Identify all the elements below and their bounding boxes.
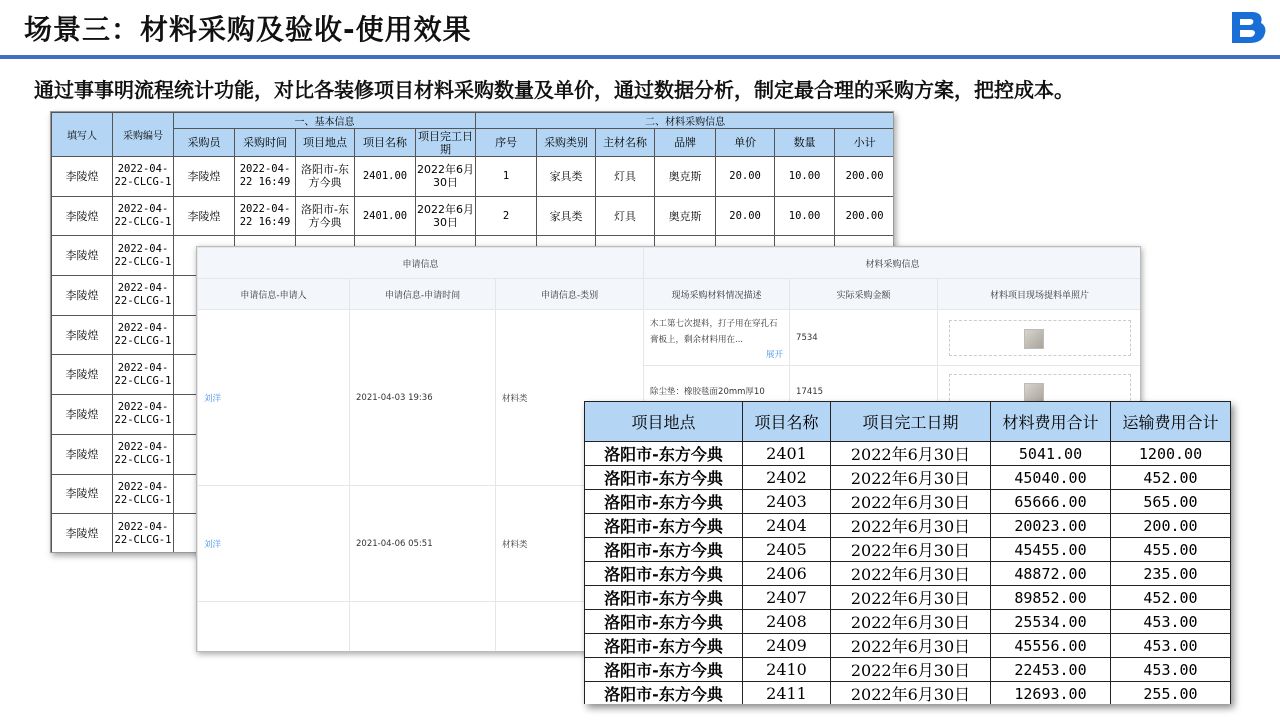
col-time: 采购时间	[235, 129, 296, 157]
group-basic-info: 一、基本信息	[174, 113, 476, 129]
cell-subtotal: 200.00	[835, 157, 894, 197]
cell-buyer: 李陵煌	[174, 196, 235, 236]
photo-thumbnail[interactable]	[1024, 329, 1044, 349]
table-row	[585, 610, 1231, 634]
cell-filler: 李陵煌	[52, 157, 113, 197]
cell-shipping: 452.00	[1111, 466, 1231, 490]
cell-code: 2022-04-22-CLCG-1	[113, 196, 174, 236]
cost-summary-table	[584, 401, 1231, 704]
applicant-link[interactable]: 刘洋	[204, 393, 222, 404]
cell-code: 2022-04-22-CLCG-1	[113, 474, 174, 514]
cell-filler: 李陵煌	[52, 236, 113, 276]
cell-filler: 李陵煌	[52, 474, 113, 514]
cell-buyer: 李陵煌	[174, 157, 235, 197]
table-row	[52, 157, 895, 197]
apply-type-cell: 材料类	[496, 310, 644, 486]
cell-project: 2411	[743, 682, 831, 705]
cell-unit-price: 20.00	[716, 157, 775, 197]
cell-site: 洛阳市-东方今典	[585, 490, 743, 514]
cell-deadline: 2022年6月30日	[416, 157, 476, 197]
cell-material: 5041.00	[991, 442, 1111, 466]
cell-shipping: 453.00	[1111, 610, 1231, 634]
brand-b-logo-icon	[1226, 8, 1268, 46]
cell-site: 洛阳市-东方今典	[585, 658, 743, 682]
slide-subtitle: 通过事事明流程统计功能，对比各装修项目材料采购数量及单价，通过数据分析，制定最合理的采购方案，把控成本。	[34, 78, 1074, 102]
cell-code: 2022-04-22-CLCG-1	[113, 514, 174, 553]
amount-cell: 17415	[790, 366, 938, 418]
cell-project: 2409	[743, 634, 831, 658]
table-row	[585, 682, 1231, 705]
group-material-purchase: 材料采购信息	[644, 248, 1141, 279]
col-apply-type: 申请信息-类别	[496, 279, 644, 310]
cell-site: 洛阳市-东方今典	[585, 634, 743, 658]
cell-material: 89852.00	[991, 586, 1111, 610]
cell-shipping: 1200.00	[1111, 442, 1231, 466]
description-text: 除尘垫：橡胶毯面20mm厚10	[650, 386, 765, 397]
cell-shipping: 452.00	[1111, 586, 1231, 610]
cell-seq: 1	[476, 157, 537, 197]
cell-project: 2401.00	[355, 196, 416, 236]
table-row	[585, 586, 1231, 610]
slide-title: 场景三：材料采购及验收-使用效果	[24, 13, 472, 46]
cell-site: 洛阳市-东方今典	[296, 196, 355, 236]
table-row	[585, 562, 1231, 586]
col-shipping-total: 运输费用合计	[1111, 402, 1231, 442]
cell-deadline: 2022年6月30日	[831, 586, 991, 610]
cell-filler: 李陵煌	[52, 315, 113, 355]
col-project: 项目名称	[355, 129, 416, 157]
col-brand: 品牌	[655, 129, 716, 157]
cell-code: 2022-04-22-CLCG-1	[113, 355, 174, 395]
col-seq: 序号	[476, 129, 537, 157]
col-site: 项目地点	[296, 129, 355, 157]
cost-summary-table-panel	[584, 401, 1231, 704]
cell-code: 2022-04-22-CLCG-1	[113, 315, 174, 355]
title-divider	[0, 55, 1280, 59]
cell-main-material: 灯具	[596, 196, 655, 236]
cell-shipping: 235.00	[1111, 562, 1231, 586]
col-code: 采购编号	[113, 113, 174, 157]
cell-site: 洛阳市-东方今典	[585, 514, 743, 538]
table-row	[585, 442, 1231, 466]
cell-filler: 李陵煌	[52, 395, 113, 435]
cell-project: 2401.00	[355, 157, 416, 197]
cell-material: 20023.00	[991, 514, 1111, 538]
col-buyer: 采购员	[174, 129, 235, 157]
col-project: 项目名称	[743, 402, 831, 442]
cell-quantity: 10.00	[775, 157, 835, 197]
cell-material: 48872.00	[991, 562, 1111, 586]
cell-main-material: 灯具	[596, 157, 655, 197]
cell-project: 2401	[743, 442, 831, 466]
col-apply-time: 申请信息-申请时间	[350, 279, 496, 310]
photo-cell[interactable]	[938, 310, 1141, 366]
description-text: 木工第七次提料，打子用在穿孔石膏板上，剩余材料用在...	[650, 318, 778, 345]
col-deadline: 项目完工日期	[831, 402, 991, 442]
cell-deadline: 2022年6月30日	[831, 466, 991, 490]
cell-project: 2407	[743, 586, 831, 610]
applicant-link[interactable]: 刘洋	[204, 539, 222, 550]
cell-time: 2022-04-22 16:49	[235, 196, 296, 236]
col-applicant: 申请信息-申请人	[198, 279, 350, 310]
cell-material: 45556.00	[991, 634, 1111, 658]
cell-deadline: 2022年6月30日	[831, 538, 991, 562]
cell-site: 洛阳市-东方今典	[585, 442, 743, 466]
col-photo: 材料项目现场提料单照片	[938, 279, 1141, 310]
cell-filler: 李陵煌	[52, 276, 113, 316]
table-row	[585, 634, 1231, 658]
cell-project: 2403	[743, 490, 831, 514]
cell-shipping: 255.00	[1111, 682, 1231, 705]
cell-shipping: 200.00	[1111, 514, 1231, 538]
cell-category: 家具类	[537, 196, 596, 236]
cell-project: 2406	[743, 562, 831, 586]
cell-deadline: 2022年6月30日	[831, 634, 991, 658]
col-quantity: 数量	[775, 129, 835, 157]
cell-site: 洛阳市-东方今典	[585, 466, 743, 490]
description-cell	[644, 310, 790, 366]
cell-project: 2408	[743, 610, 831, 634]
applicant-cell[interactable]	[198, 486, 350, 602]
cell-filler: 李陵煌	[52, 514, 113, 553]
cell-site: 洛阳市-东方今典	[585, 562, 743, 586]
cell-deadline: 2022年6月30日	[831, 490, 991, 514]
cell-code: 2022-04-22-CLCG-1	[113, 157, 174, 197]
cell-brand: 奥克斯	[655, 157, 716, 197]
cell-quantity: 10.00	[775, 196, 835, 236]
cell-brand: 奥克斯	[655, 196, 716, 236]
group-purchase-info: 二、材料采购信息	[476, 113, 894, 129]
table-row	[585, 514, 1231, 538]
cell-material: 45455.00	[991, 538, 1111, 562]
col-subtotal: 小计	[835, 129, 894, 157]
cell-deadline: 2022年6月30日	[831, 682, 991, 705]
col-unit-price: 单价	[716, 129, 775, 157]
cell-code: 2022-04-22-CLCG-1	[113, 395, 174, 435]
expand-link[interactable]: 展开	[766, 349, 784, 360]
table-row	[585, 538, 1231, 562]
cell-deadline: 2022年6月30日	[831, 610, 991, 634]
cell-project: 2410	[743, 658, 831, 682]
cell-seq: 2	[476, 196, 537, 236]
cell-shipping: 455.00	[1111, 538, 1231, 562]
cell-project: 2404	[743, 514, 831, 538]
cell-project: 2402	[743, 466, 831, 490]
cell-unit-price: 20.00	[716, 196, 775, 236]
cell-shipping: 453.00	[1111, 634, 1231, 658]
cell-subtotal: 200.00	[835, 196, 894, 236]
cell-deadline: 2022年6月30日	[831, 514, 991, 538]
cell-deadline: 2022年6月30日	[831, 562, 991, 586]
table-row	[52, 196, 895, 236]
cell-code: 2022-04-22-CLCG-1	[113, 236, 174, 276]
col-description: 现场采购材料情况描述	[644, 279, 790, 310]
cell-filler: 李陵煌	[52, 196, 113, 236]
col-category: 采购类别	[537, 129, 596, 157]
cell-site: 洛阳市-东方今典	[296, 157, 355, 197]
cell-material: 65666.00	[991, 490, 1111, 514]
cell-shipping: 565.00	[1111, 490, 1231, 514]
cell-material: 25534.00	[991, 610, 1111, 634]
cell-site: 洛阳市-东方今典	[585, 610, 743, 634]
apply-type-cell: 材料类	[496, 486, 644, 602]
cell-deadline: 2022年6月30日	[831, 442, 991, 466]
col-filler: 填写人	[52, 113, 113, 157]
apply-time-cell: 2021-04-06 05:51	[350, 486, 496, 602]
cell-time: 2022-04-22 16:49	[235, 157, 296, 197]
cell-deadline: 2022年6月30日	[416, 196, 476, 236]
table-row	[585, 466, 1231, 490]
cell-deadline: 2022年6月30日	[831, 658, 991, 682]
cell-filler: 李陵煌	[52, 355, 113, 395]
amount-cell: 7534	[790, 310, 938, 366]
cell-site: 洛阳市-东方今典	[585, 682, 743, 705]
table-row	[585, 658, 1231, 682]
cell-category: 家具类	[537, 157, 596, 197]
cell-shipping: 453.00	[1111, 658, 1231, 682]
col-amount: 实际采购金额	[790, 279, 938, 310]
cell-project: 2405	[743, 538, 831, 562]
cell-site: 洛阳市-东方今典	[585, 538, 743, 562]
col-deadline: 项目完工日期	[416, 129, 476, 157]
col-main-material: 主材名称	[596, 129, 655, 157]
col-site: 项目地点	[585, 402, 743, 442]
cell-site: 洛阳市-东方今典	[585, 586, 743, 610]
applicant-cell[interactable]	[198, 310, 350, 486]
cell-material: 45040.00	[991, 466, 1111, 490]
group-apply-info: 申请信息	[198, 248, 644, 279]
col-material-total: 材料费用合计	[991, 402, 1111, 442]
cell-code: 2022-04-22-CLCG-1	[113, 434, 174, 474]
table-row	[585, 490, 1231, 514]
cell-material: 12693.00	[991, 682, 1111, 705]
photo-thumbnail-box[interactable]	[949, 320, 1131, 356]
cell-material: 22453.00	[991, 658, 1111, 682]
photo-thumbnail[interactable]	[1024, 383, 1044, 403]
apply-time-cell: 2021-04-03 19:36	[350, 310, 496, 486]
cell-filler: 李陵煌	[52, 434, 113, 474]
cell-code: 2022-04-22-CLCG-1	[113, 276, 174, 316]
